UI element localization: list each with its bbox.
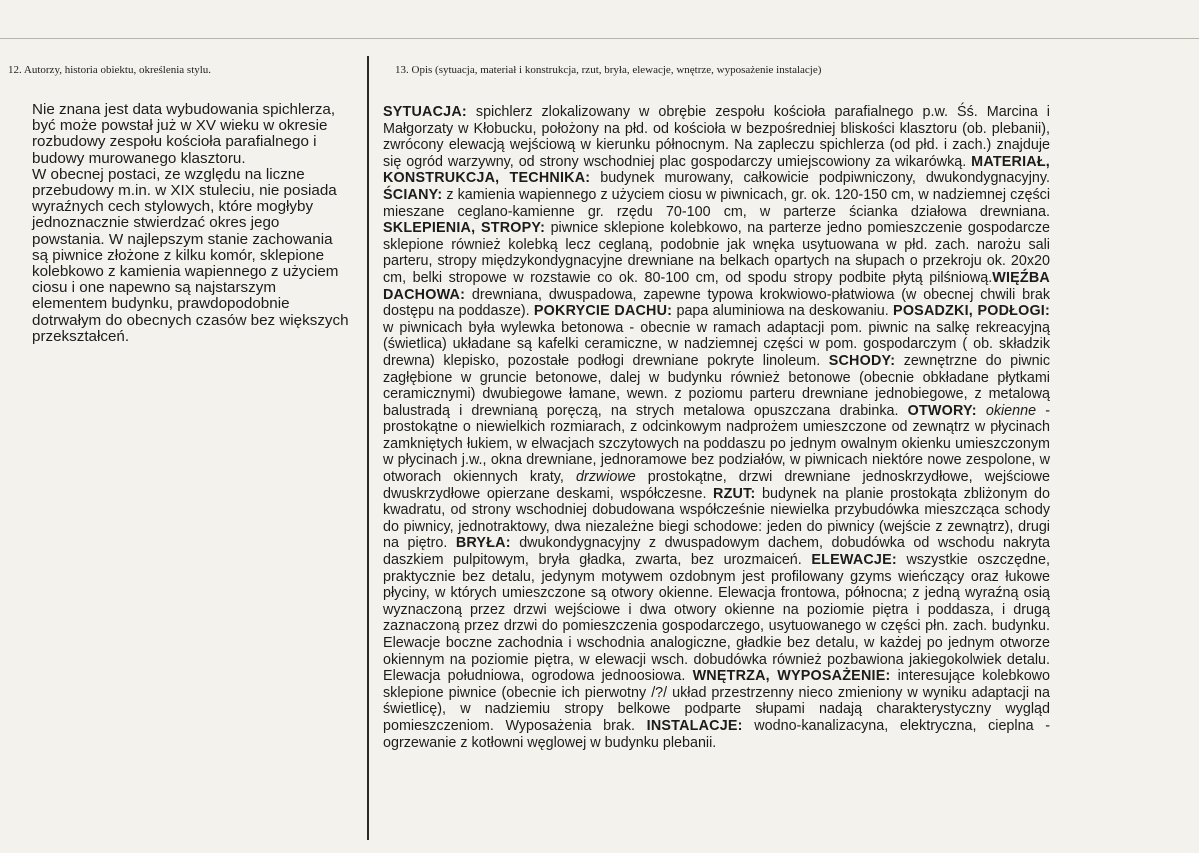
otwory-text-1: - prostokątne o niewielkich rozmiarach, z odcinkowym nadprożem umieszczone od zewnątrz w płycinach zamkniętych łukiem, w elwacjach szczytowych na poddaszu po jednym owalnym okienku umieszczonym w płycinach j.w., okna drewniane, jednoramowe bez podziałów, w piwnicach niektóre nowe zespolone, w otworach okiennych kraty, <box>383 402 1050 486</box>
description-paragraph <box>383 104 1050 751</box>
rzut-text: budynek na planie prostokąta zbliżonym do kwadratu, od strony wschodniej dobudowana współcześnie niewielka przybudówka mieszcząca schody do piwnicy, jednotraktowy, dwa niezależne biegi schodowe: jeden do piwnicy (wejście z zewnątrz), drugi na piętro. <box>383 485 1050 552</box>
otwory-drzwiowe-term: drzwiowe <box>575 469 636 486</box>
instalacje-text: wodno-kanalizacyna, elektryczna, cieplna - ogrzewanie z kotłowni węglowej w budynku plebanii. <box>383 717 1050 751</box>
sklepienia-label: SKLEPIENIA, STROPY: <box>383 220 546 237</box>
sklepienia-text: piwnice sklepione kolebkowo, na parterze jedno pomieszczenie gospodarcze sklepione również kolebką lecz ceglaną, podobnie jak wnęka usytuowana w płd. zach. narożu sali parteru, stropy międzykondygnacyjne drewniane na belkach opartych na słupach o przekroju ok. 20x20 cm, belki stropowe w rozstawie co ok. 80-100 cm, od spodu stropy podbite płytą pilśniową. <box>383 220 1050 286</box>
otwory-okienne-term: okienne <box>985 402 1037 419</box>
bryla-text: dwukondygnacyjny z dwuspadowym dachem, dobudówka od wschodu nakryta daszkiem pulpitowym, bryła gładka, zwarta, bez urozmaiceń. <box>383 535 1050 569</box>
history-text <box>32 102 350 345</box>
pokrycie-text: papa aluminiowa na deskowaniu. <box>672 303 894 320</box>
pokrycie-label: POKRYCIE DACHU: <box>533 303 673 320</box>
posadzki-label: POSADZKI, PODŁOGI: <box>893 303 1050 320</box>
column-divider <box>367 56 369 840</box>
section-12-header: 12. Autorzy, historia obiektu, określenia stylu. <box>8 64 212 76</box>
wnetrza-label: WNĘTRZA, WYPOSAŻENIE: <box>692 668 891 685</box>
sciany-label: ŚCIANY: <box>383 186 443 203</box>
material-text: budynek murowany, całkowicie podpiwniczony, dwukondygnacyjny. <box>590 170 1050 187</box>
section-13-header: 13. Opis (sytuacja, materiał i konstrukcja, rzut, bryła, elewacje, wnętrze, wyposażenie instalacje) <box>395 64 822 76</box>
rzut-label: RZUT: <box>713 485 756 502</box>
wiezba-text: drewniana, dwuspadowa, zapewne typowa krokwiowo-płatwiowa (w obecnej chwili brak dostępu na poddasze). <box>383 286 1050 320</box>
history-paragraph-2: W obecnej postaci, ze względu na liczne przebudowy m.in. w XIX stuleciu, nie posiada wyraźnych cech stylowych, które mogłyby jednoznacznie stwierdzać okres jego powstania. W najlepszym stanie zachowania są piwnice złożone z kilku komór, sklepione kolebkowo z kamienia wapiennego z użyciem ciosu i one napewno są najstarszym elementem budynku, prawdopodobnie dotrwałym do obecnych czasów bez większych przekształceń. <box>32 165 349 345</box>
sciany-text: z kamienia wapiennego z użyciem ciosu w piwnicach, gr. ok. 120-150 cm, w nadziemnej części mieszane ceglano-kamienne gr. rzędu 70-100 cm, w parterze ścianka działowa drewniana. <box>383 186 1050 220</box>
material-label: MATERIAŁ, KONSTRUKCJA, TECHNIKA: <box>383 153 1050 187</box>
schody-text: zewnętrzne do piwnic zagłębione w gruncie betonowe, dalej w budynku również betonowe (obecnie obkładane płytkami ceramicznymi) dwubiegowe łamane, wewn. z poziomu parteru drewniane jednobiegowe, z metalową balustradą i drewnianą poręczą, na strych metalowa opuszczana drabinka. <box>383 352 1050 419</box>
otwory-label: OTWORY: <box>907 402 977 419</box>
sytuacja-label: SYTUACJA: <box>383 104 467 120</box>
otwory-text-2: prostokątne, drzwi drewniane jednoskrzydłowe, wejściowe dwuskrzydłowe opierzane deskami, współczesne. <box>383 469 1050 502</box>
sytuacja-text: spichlerz zlokalizowany w obrębie zespołu kościoła parafialnego p.w. Śś. Marcina i Małgorzaty w Kłobucku, położony na płd. od kościoła w bezpośredniej bliskości klasztoru (ob. plebanii), zwrócony elewacją wejściową w kierunku północnym. Na zapleczu spichlerza (od płd. i zach.) znajduje się ogród warzywny, od strony wschodniej plac gospodarczy umiejscowiony za wikarówką. <box>383 104 1050 170</box>
bryla-label: BRYŁA: <box>455 535 511 552</box>
history-paragraph-1: Nie znana jest data wybudowania spichlerza, być może powstał już w XV wieku w okresie rozbudowy zespołu kościoła parafialnego i budowy murowanego klasztoru. <box>32 101 336 167</box>
page-top-rule <box>0 38 1199 39</box>
wiezba-label: WIĘŹBA DACHOWA: <box>383 269 1050 303</box>
wnetrza-text: interesujące kolebkowo sklepione piwnice (obecnie ich pierwotny /?/ układ przestrzenny nieco zmieniony w wyniku adaptacji na świetlicę), w nadziemiu stropy belkowe podparte słupami nadają charakterystyczny wygląd pomieszczeniom. Wyposażenia brak. <box>383 668 1051 734</box>
schody-label: SCHODY: <box>828 352 896 369</box>
instalacje-label: INSTALACJE: <box>646 717 743 734</box>
posadzki-text: w piwnicach była wylewka betonowa - obecnie w ramach adaptacji pom. piwnic na salkę rekreacyjną (świetlica) układane są kafelki ceramiczne, w nadziemnej części w pom. gospodarczym ( ob. składzik drewna) klepisko, pozostałe podłogi drewniane pokryte linoleum. <box>383 319 1050 369</box>
description-text <box>383 104 1050 751</box>
elewacje-label: ELEWACJE: <box>811 552 897 569</box>
elewacje-text: wszystkie oszczędne, praktycznie bez detalu, jedynym motywem ozdobnym jest profilowany gzyms wieńczący oraz łukowe płyciny, w których umieszczone są otwory okienne. Elewacja frontowa, północna; z jedną wyraźną osią wyznaczoną przez drzwi wejściowe i dwa otwory okienne na poziomie piętra i poddasza, i drugą zaznaczoną przez drzwi do pomieszczenia gospodarczego, usytuowanego w części płn. zach. budynku. Elewacje boczne zachodnia i wschodnia analogiczne, gładkie bez detalu, w każdej po jednym otworze okiennym na poziomie piętra, w elewacji wsch. dobudówka również pozbawiona jakiegokolwiek detalu. Elewacja południowa, ogrodowa jednoosiowa. <box>383 552 1050 685</box>
